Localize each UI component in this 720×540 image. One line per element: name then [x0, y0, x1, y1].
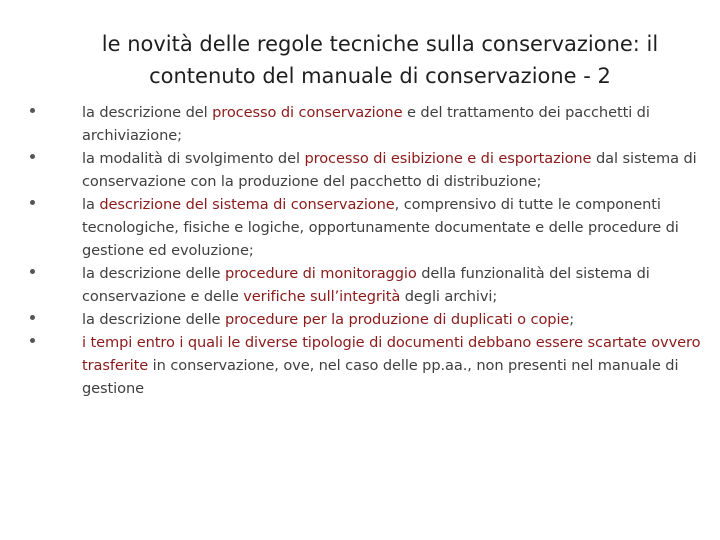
bullet-text: la descrizione delle — [82, 265, 225, 282]
slide-title — [60, 28, 700, 92]
bullet-highlight: processo di conservazione — [212, 104, 403, 121]
bullet-text: , comprensivo di tutte le componenti tecnologiche, fisiche e logiche, opportunamente documentate e delle procedure di gestione ed evoluzione; — [82, 196, 679, 259]
bullet-text: dal sistema di conservazione con la produzione del pacchetto di distribuzione; — [82, 150, 697, 190]
bullet-item-4 — [30, 262, 710, 308]
bullet-dot-icon — [30, 315, 35, 320]
bullet-highlight: procedure di monitoraggio — [224, 265, 417, 282]
bullet-item-3 — [30, 193, 710, 262]
bullet-text: la modalità di svolgimento del — [82, 150, 305, 167]
bullet-text: la — [82, 196, 100, 213]
bullet-dot-icon — [30, 200, 35, 205]
bullet-dot-icon — [30, 338, 35, 343]
bullet-text: ; — [569, 311, 575, 328]
bullet-text: della funzionalità del sistema di conservazione e delle — [82, 265, 650, 305]
bullet-item-5 — [30, 308, 710, 331]
bullet-highlight: verifiche sull’integrità — [243, 288, 401, 305]
bullet-text: e del trattamento dei pacchetti di archiviazione; — [82, 104, 650, 144]
bullet-dot-icon — [30, 154, 35, 159]
bullet-item-2 — [30, 147, 710, 193]
bullet-dot-icon — [30, 269, 35, 274]
title-line-2: contenuto del manuale di conservazione - 2 — [149, 64, 611, 88]
bullet-list — [30, 101, 710, 400]
bullet-highlight: descrizione del sistema di conservazione — [99, 196, 395, 213]
bullet-item-6 — [30, 331, 710, 400]
bullet-highlight: processo di esibizione e di esportazione — [304, 150, 592, 167]
bullet-text: la descrizione delle — [82, 311, 225, 328]
bullet-text: degli archivi; — [400, 288, 498, 305]
bullet-highlight: i tempi entro i quali le diverse tipologie di documenti debbano essere scartate ovvero trasferite — [82, 334, 701, 374]
bullet-text: la descrizione del — [82, 104, 213, 121]
title-line-1: le novità delle regole tecniche sulla conservazione: il — [101, 32, 659, 56]
bullet-dot-icon — [30, 108, 35, 113]
bullet-highlight: procedure per la produzione di duplicati o copie — [224, 311, 570, 328]
bullet-text: in conservazione, ove, nel caso delle pp.aa., non presenti nel manuale di gestione — [82, 357, 679, 397]
bullet-item-1 — [30, 101, 710, 147]
